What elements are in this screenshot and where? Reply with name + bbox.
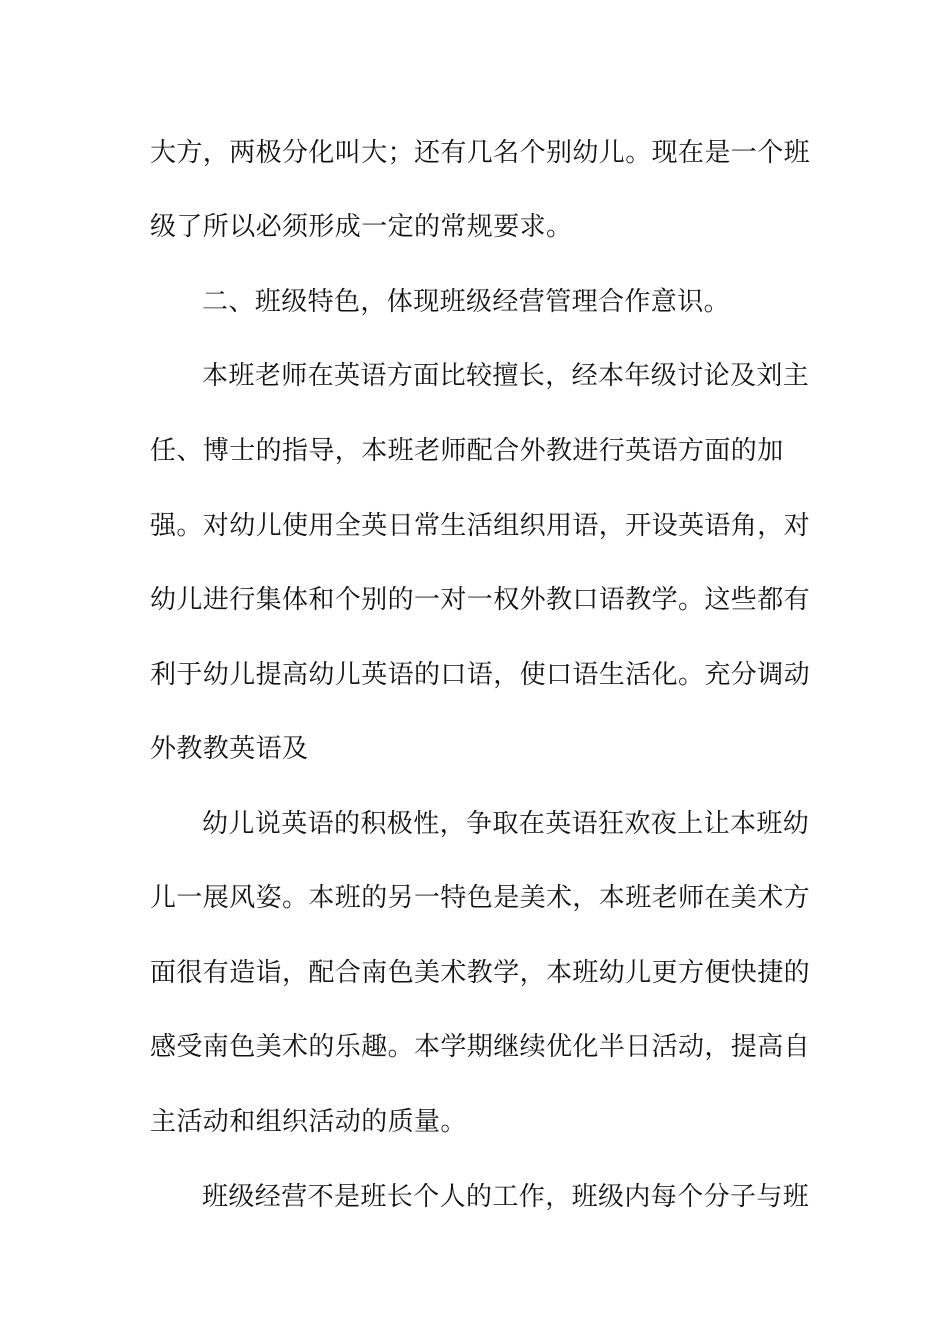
section-heading: 二、班级特色，体现班级经营管理合作意识。 xyxy=(202,287,731,317)
paragraph-start-line: 本班老师在英语方面比较擅长，经本年级讨论及刘主 xyxy=(202,361,810,391)
text-line: 面很有造诣，配合南色美术教学，本班幼儿更方便快捷的 xyxy=(150,958,811,988)
text-line: 主活动和组织活动的质量。 xyxy=(150,1107,467,1137)
paragraph-start-line: 班级经营不是班长个人的工作，班级内每个分子与班 xyxy=(202,1182,810,1212)
text-line: 儿一展风姿。本班的另一特色是美术，本班老师在美术方 xyxy=(150,883,811,913)
paragraph-start-line: 幼儿说英语的积极性，争取在英语狂欢夜上让本班幼 xyxy=(202,809,810,839)
text-line: 利于幼儿提高幼儿英语的口语，使口语生活化。充分调动 xyxy=(150,660,811,690)
text-line: 幼儿进行集体和个别的一对一权外教口语教学。这些都有 xyxy=(150,585,811,615)
text-line: 感受南色美术的乐趣。本学期继续优化半日活动，提高自 xyxy=(150,1032,811,1062)
text-line: 强。对幼儿使用全英日常生活组织用语，开设英语角，对 xyxy=(150,511,811,541)
text-line: 级了所以必须形成一定的常规要求。 xyxy=(150,212,573,242)
text-line: 任、博士的指导，本班老师配合外教进行英语方面的加 xyxy=(150,436,784,466)
text-line: 外教教英语及 xyxy=(150,734,309,764)
text-line: 大方，两极分化叫大；还有几名个别幼儿。现在是一个班 xyxy=(150,138,811,168)
